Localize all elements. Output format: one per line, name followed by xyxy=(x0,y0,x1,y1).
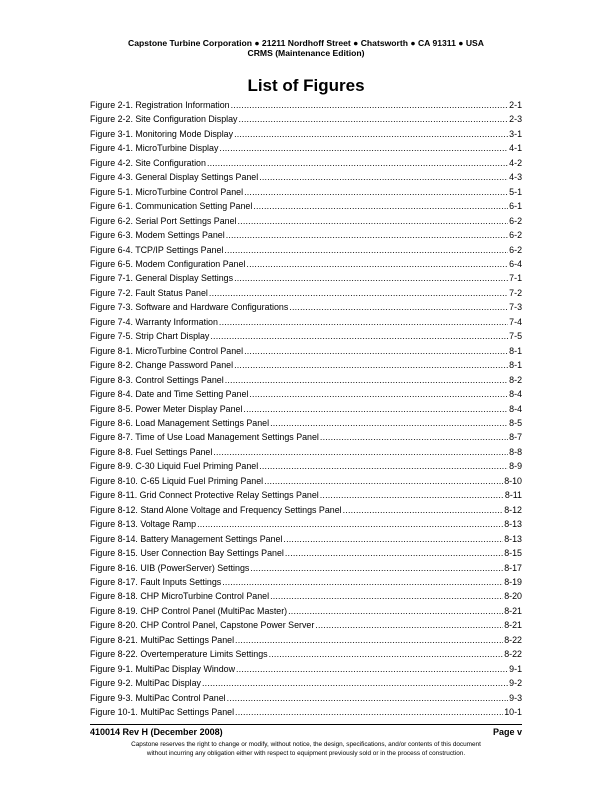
toc-entry-label: Figure 8-15. User Connection Bay Settings Panel xyxy=(90,548,284,559)
toc-entry[interactable] xyxy=(90,373,522,387)
toc-entry-label: Figure 2-2. Site Configuration Display xyxy=(90,114,238,125)
toc-entry-page: 8-5 xyxy=(509,417,522,428)
footer-disclaimer xyxy=(90,740,522,758)
toc-entry-label: Figure 6-4. TCP/IP Settings Panel xyxy=(90,244,224,255)
toc-entry-page: 6-1 xyxy=(509,201,522,212)
toc-entry[interactable] xyxy=(90,286,522,300)
toc-entry-page: 7-1 xyxy=(509,273,522,284)
toc-entry-label: Figure 8-17. Fault Inputs Settings xyxy=(90,576,222,587)
toc-entry-label: Figure 7-5. Strip Chart Display xyxy=(90,331,210,342)
toc-entry[interactable] xyxy=(90,647,522,661)
toc-entry-page: 8-4 xyxy=(509,389,522,400)
toc-leader-dots xyxy=(264,474,503,488)
toc-entry-label: Figure 3-1. Monitoring Mode Display xyxy=(90,128,234,139)
toc-entry-label: Figure 8-21. MultiPac Settings Panel xyxy=(90,634,235,645)
toc-entry[interactable] xyxy=(90,546,522,560)
toc-leader-dots xyxy=(244,344,508,358)
toc-leader-dots xyxy=(246,257,508,271)
toc-entry[interactable] xyxy=(90,503,522,517)
toc-leader-dots xyxy=(234,358,508,372)
toc-leader-dots xyxy=(231,98,509,112)
toc-entry-page: 7-5 xyxy=(509,331,522,342)
toc-entry-page: 9-3 xyxy=(509,692,522,703)
toc-entry-page: 6-2 xyxy=(509,215,522,226)
toc-entry-label: Figure 8-11. Grid Connect Protective Relay Settings Panel xyxy=(90,490,319,501)
toc-entry[interactable] xyxy=(90,488,522,502)
toc-entry-page: 8-9 xyxy=(509,461,522,472)
toc-entry[interactable] xyxy=(90,112,522,126)
toc-entry-label: Figure 8-6. Load Management Settings Panel xyxy=(90,417,270,428)
toc-entry-label: Figure 6-2. Serial Port Settings Panel xyxy=(90,215,237,226)
toc-leader-dots xyxy=(234,271,508,285)
toc-entry-page: 6-4 xyxy=(509,258,522,269)
toc-entry[interactable] xyxy=(90,199,522,213)
toc-entry[interactable] xyxy=(90,532,522,546)
toc-entry-page: 8-17 xyxy=(504,562,522,573)
toc-entry-page: 7-2 xyxy=(509,287,522,298)
toc-leader-dots xyxy=(285,546,503,560)
toc-entry[interactable] xyxy=(90,662,522,676)
toc-leader-dots xyxy=(235,705,503,719)
toc-leader-dots xyxy=(320,488,504,502)
toc-entry-label: Figure 6-5. Modem Configuration Panel xyxy=(90,258,246,269)
toc-leader-dots xyxy=(244,185,508,199)
toc-entry[interactable] xyxy=(90,344,522,358)
toc-entry-label: Figure 7-1. General Display Settings xyxy=(90,273,234,284)
toc-entry[interactable] xyxy=(90,271,522,285)
toc-entry-page: 10-1 xyxy=(504,707,522,718)
toc-entry-page: 4-2 xyxy=(509,157,522,168)
toc-entry-page: 7-3 xyxy=(509,302,522,313)
toc-entry-page: 8-15 xyxy=(504,548,522,559)
toc-entry[interactable] xyxy=(90,170,522,184)
toc-entry-label: Figure 8-2. Change Password Panel xyxy=(90,360,234,371)
toc-entry-label: Figure 9-2. MultiPac Display xyxy=(90,678,201,689)
toc-entry-label: Figure 8-19. CHP Control Panel (MultiPac Master) xyxy=(90,605,288,616)
toc-entry[interactable] xyxy=(90,156,522,170)
toc-entry-page: 3-1 xyxy=(509,128,522,139)
toc-entry-label: Figure 6-3. Modem Settings Panel xyxy=(90,230,225,241)
toc-entry-page: 4-1 xyxy=(509,143,522,154)
toc-entry-page: 8-1 xyxy=(509,360,522,371)
toc-leader-dots xyxy=(250,561,503,575)
toc-entry-label: Figure 9-3. MultiPac Control Panel xyxy=(90,692,226,703)
toc-leader-dots xyxy=(259,459,508,473)
toc-leader-dots xyxy=(253,199,508,213)
toc-leader-dots xyxy=(219,141,508,155)
toc-leader-dots xyxy=(320,430,508,444)
header-address: Capstone Turbine Corporation ● 21211 Nordhoff Street ● Chatsworth ● CA 91311 ● USA xyxy=(128,38,484,48)
toc-entry[interactable] xyxy=(90,445,522,459)
toc-entry-label: Figure 5-1. MicroTurbine Control Panel xyxy=(90,186,244,197)
toc-entry-label: Figure 9-1. MultiPac Display Window xyxy=(90,663,236,674)
toc-entry[interactable] xyxy=(90,98,522,112)
toc-entry-page: 8-21 xyxy=(504,605,522,616)
toc-entry[interactable] xyxy=(90,604,522,618)
toc-leader-dots xyxy=(210,329,508,343)
toc-entry-page: 9-2 xyxy=(509,678,522,689)
toc-leader-dots xyxy=(283,532,503,546)
toc-leader-dots xyxy=(227,691,509,705)
toc-entry-label: Figure 6-1. Communication Setting Panel xyxy=(90,201,253,212)
toc-entry[interactable] xyxy=(90,358,522,372)
toc-entry[interactable] xyxy=(90,127,522,141)
toc-entry-label: Figure 8-7. Time of Use Load Management Settings Panel xyxy=(90,432,319,443)
toc-leader-dots xyxy=(289,300,508,314)
toc-entry-label: Figure 8-3. Control Settings Panel xyxy=(90,374,224,385)
toc-entry-page: 8-2 xyxy=(509,374,522,385)
toc-entry-label: Figure 4-3. General Display Settings Panel xyxy=(90,172,259,183)
toc-entry-page: 8-13 xyxy=(504,533,522,544)
footer-disclaimer-line: without incurring any obligation either with respect to equipment previously sold or in the process of construction. xyxy=(146,750,466,757)
toc-entry[interactable] xyxy=(90,315,522,329)
toc-entry-label: Figure 8-20. CHP Control Panel, Capstone Power Server xyxy=(90,620,315,631)
page-title: List of Figures xyxy=(247,76,365,95)
toc-entry-label: Figure 8-18. CHP MicroTurbine Control Panel xyxy=(90,591,270,602)
toc-entry-label: Figure 8-14. Battery Management Settings Panel xyxy=(90,533,283,544)
toc-entry-label: Figure 8-8. Fuel Settings Panel xyxy=(90,446,213,457)
toc-entry-page: 8-7 xyxy=(509,432,522,443)
toc-entry-page: 4-3 xyxy=(509,172,522,183)
toc-entry-page: 8-19 xyxy=(504,576,522,587)
toc-entry[interactable] xyxy=(90,257,522,271)
toc-leader-dots xyxy=(249,387,508,401)
toc-entry-label: Figure 2-1. Registration Information xyxy=(90,100,230,110)
toc-leader-dots xyxy=(239,112,509,126)
toc-entry-label: Figure 8-1. MicroTurbine Control Panel xyxy=(90,345,244,356)
toc-entry-label: Figure 7-3. Software and Hardware Configurations xyxy=(90,302,289,313)
toc-entry-label: Figure 8-9. C-30 Liquid Fuel Priming Panel xyxy=(90,461,259,472)
toc-entry[interactable] xyxy=(90,633,522,647)
toc-leader-dots xyxy=(219,315,508,329)
toc-entry[interactable] xyxy=(90,329,522,343)
toc-entry[interactable] xyxy=(90,618,522,632)
toc-leader-dots xyxy=(288,604,503,618)
toc-entry-label: Figure 8-5. Power Meter Display Panel xyxy=(90,403,243,414)
toc-entry[interactable] xyxy=(90,676,522,690)
toc-leader-dots xyxy=(343,503,504,517)
toc-entry-page: 6-2 xyxy=(509,230,522,241)
footer-doc-id: 410014 Rev H (December 2008) xyxy=(90,727,223,737)
toc-leader-dots xyxy=(243,402,508,416)
toc-entry-page: 2-1 xyxy=(509,100,522,110)
toc-entry[interactable] xyxy=(90,430,522,444)
toc-entry-label: Figure 8-22. Overtemperature Limits Settings xyxy=(90,649,268,660)
toc-leader-dots xyxy=(235,633,503,647)
toc-entry-page: 8-22 xyxy=(504,649,522,660)
toc-leader-dots xyxy=(315,618,503,632)
toc-entry[interactable] xyxy=(90,141,522,155)
toc-entry-page: 8-20 xyxy=(504,591,522,602)
toc-leader-dots xyxy=(259,170,508,184)
toc-entry-label: Figure 4-1. MicroTurbine Display xyxy=(90,143,219,154)
toc-entry-label: Figure 7-2. Fault Status Panel xyxy=(90,287,208,298)
toc-entry-page: 8-13 xyxy=(504,519,522,530)
header-edition: CRMS (Maintenance Edition) xyxy=(247,48,365,58)
toc-entry-page: 6-2 xyxy=(509,244,522,255)
toc-entry-label: Figure 4-2. Site Configuration xyxy=(90,157,206,168)
toc-leader-dots xyxy=(202,676,508,690)
toc-entry-page: 7-4 xyxy=(509,316,522,327)
toc-entry[interactable] xyxy=(90,300,522,314)
toc-entry-label: Figure 8-12. Stand Alone Voltage and Frequency Settings Panel xyxy=(90,504,342,515)
toc-entry-label: Figure 8-16. UIB (PowerServer) Settings xyxy=(90,562,250,573)
toc-leader-dots xyxy=(209,286,508,300)
toc-entry[interactable] xyxy=(90,589,522,603)
toc-entry-label: Figure 8-4. Date and Time Setting Panel xyxy=(90,389,249,400)
toc-entry[interactable] xyxy=(90,575,522,589)
toc-entry[interactable] xyxy=(90,561,522,575)
footer-divider xyxy=(90,724,522,725)
toc-entry-page: 2-3 xyxy=(509,114,522,125)
toc-entry[interactable] xyxy=(90,416,522,430)
figure-list xyxy=(90,98,522,719)
toc-entry[interactable] xyxy=(90,474,522,488)
toc-entry-label: Figure 8-10. C-65 Liquid Fuel Priming Panel xyxy=(90,475,264,486)
toc-leader-dots xyxy=(222,575,503,589)
toc-entry-page: 8-22 xyxy=(504,634,522,645)
toc-entry[interactable] xyxy=(90,228,522,242)
toc-leader-dots xyxy=(225,373,508,387)
toc-entry-page: 8-21 xyxy=(504,620,522,631)
toc-entry[interactable] xyxy=(90,459,522,473)
toc-leader-dots xyxy=(269,647,504,661)
toc-entry-page: 8-4 xyxy=(509,403,522,414)
toc-leader-dots xyxy=(238,214,509,228)
toc-entry[interactable] xyxy=(90,185,522,199)
toc-entry[interactable] xyxy=(90,387,522,401)
toc-leader-dots xyxy=(224,243,508,257)
toc-entry-page: 8-8 xyxy=(509,446,522,457)
toc-leader-dots xyxy=(197,517,503,531)
toc-entry[interactable] xyxy=(90,517,522,531)
toc-entry[interactable] xyxy=(90,214,522,228)
toc-entry[interactable] xyxy=(90,705,522,719)
toc-entry-label: Figure 7-4. Warranty Information xyxy=(90,316,218,327)
toc-entry[interactable] xyxy=(90,691,522,705)
toc-entry-page: 8-11 xyxy=(504,490,522,501)
toc-leader-dots xyxy=(234,127,508,141)
toc-entry-page: 8-10 xyxy=(504,475,522,486)
toc-entry-page: 9-1 xyxy=(509,663,522,674)
toc-entry-label: Figure 10-1. MultiPac Settings Panel xyxy=(90,707,235,718)
toc-leader-dots xyxy=(270,589,503,603)
toc-entry-page: 5-1 xyxy=(509,186,522,197)
toc-leader-dots xyxy=(207,156,508,170)
footer-disclaimer-line: Capstone reserves the right to change or modify, without notice, the design, specifications, and/or contents of this document xyxy=(131,741,481,748)
toc-entry-page: 8-1 xyxy=(509,345,522,356)
toc-entry[interactable] xyxy=(90,243,522,257)
toc-entry-label: Figure 8-13. Voltage Ramp xyxy=(90,519,197,530)
toc-leader-dots xyxy=(226,228,508,242)
toc-entry-page: 8-12 xyxy=(504,504,522,515)
toc-leader-dots xyxy=(213,445,508,459)
footer-page-number: Page v xyxy=(492,727,522,737)
toc-entry[interactable] xyxy=(90,402,522,416)
toc-leader-dots xyxy=(236,662,508,676)
toc-leader-dots xyxy=(270,416,508,430)
